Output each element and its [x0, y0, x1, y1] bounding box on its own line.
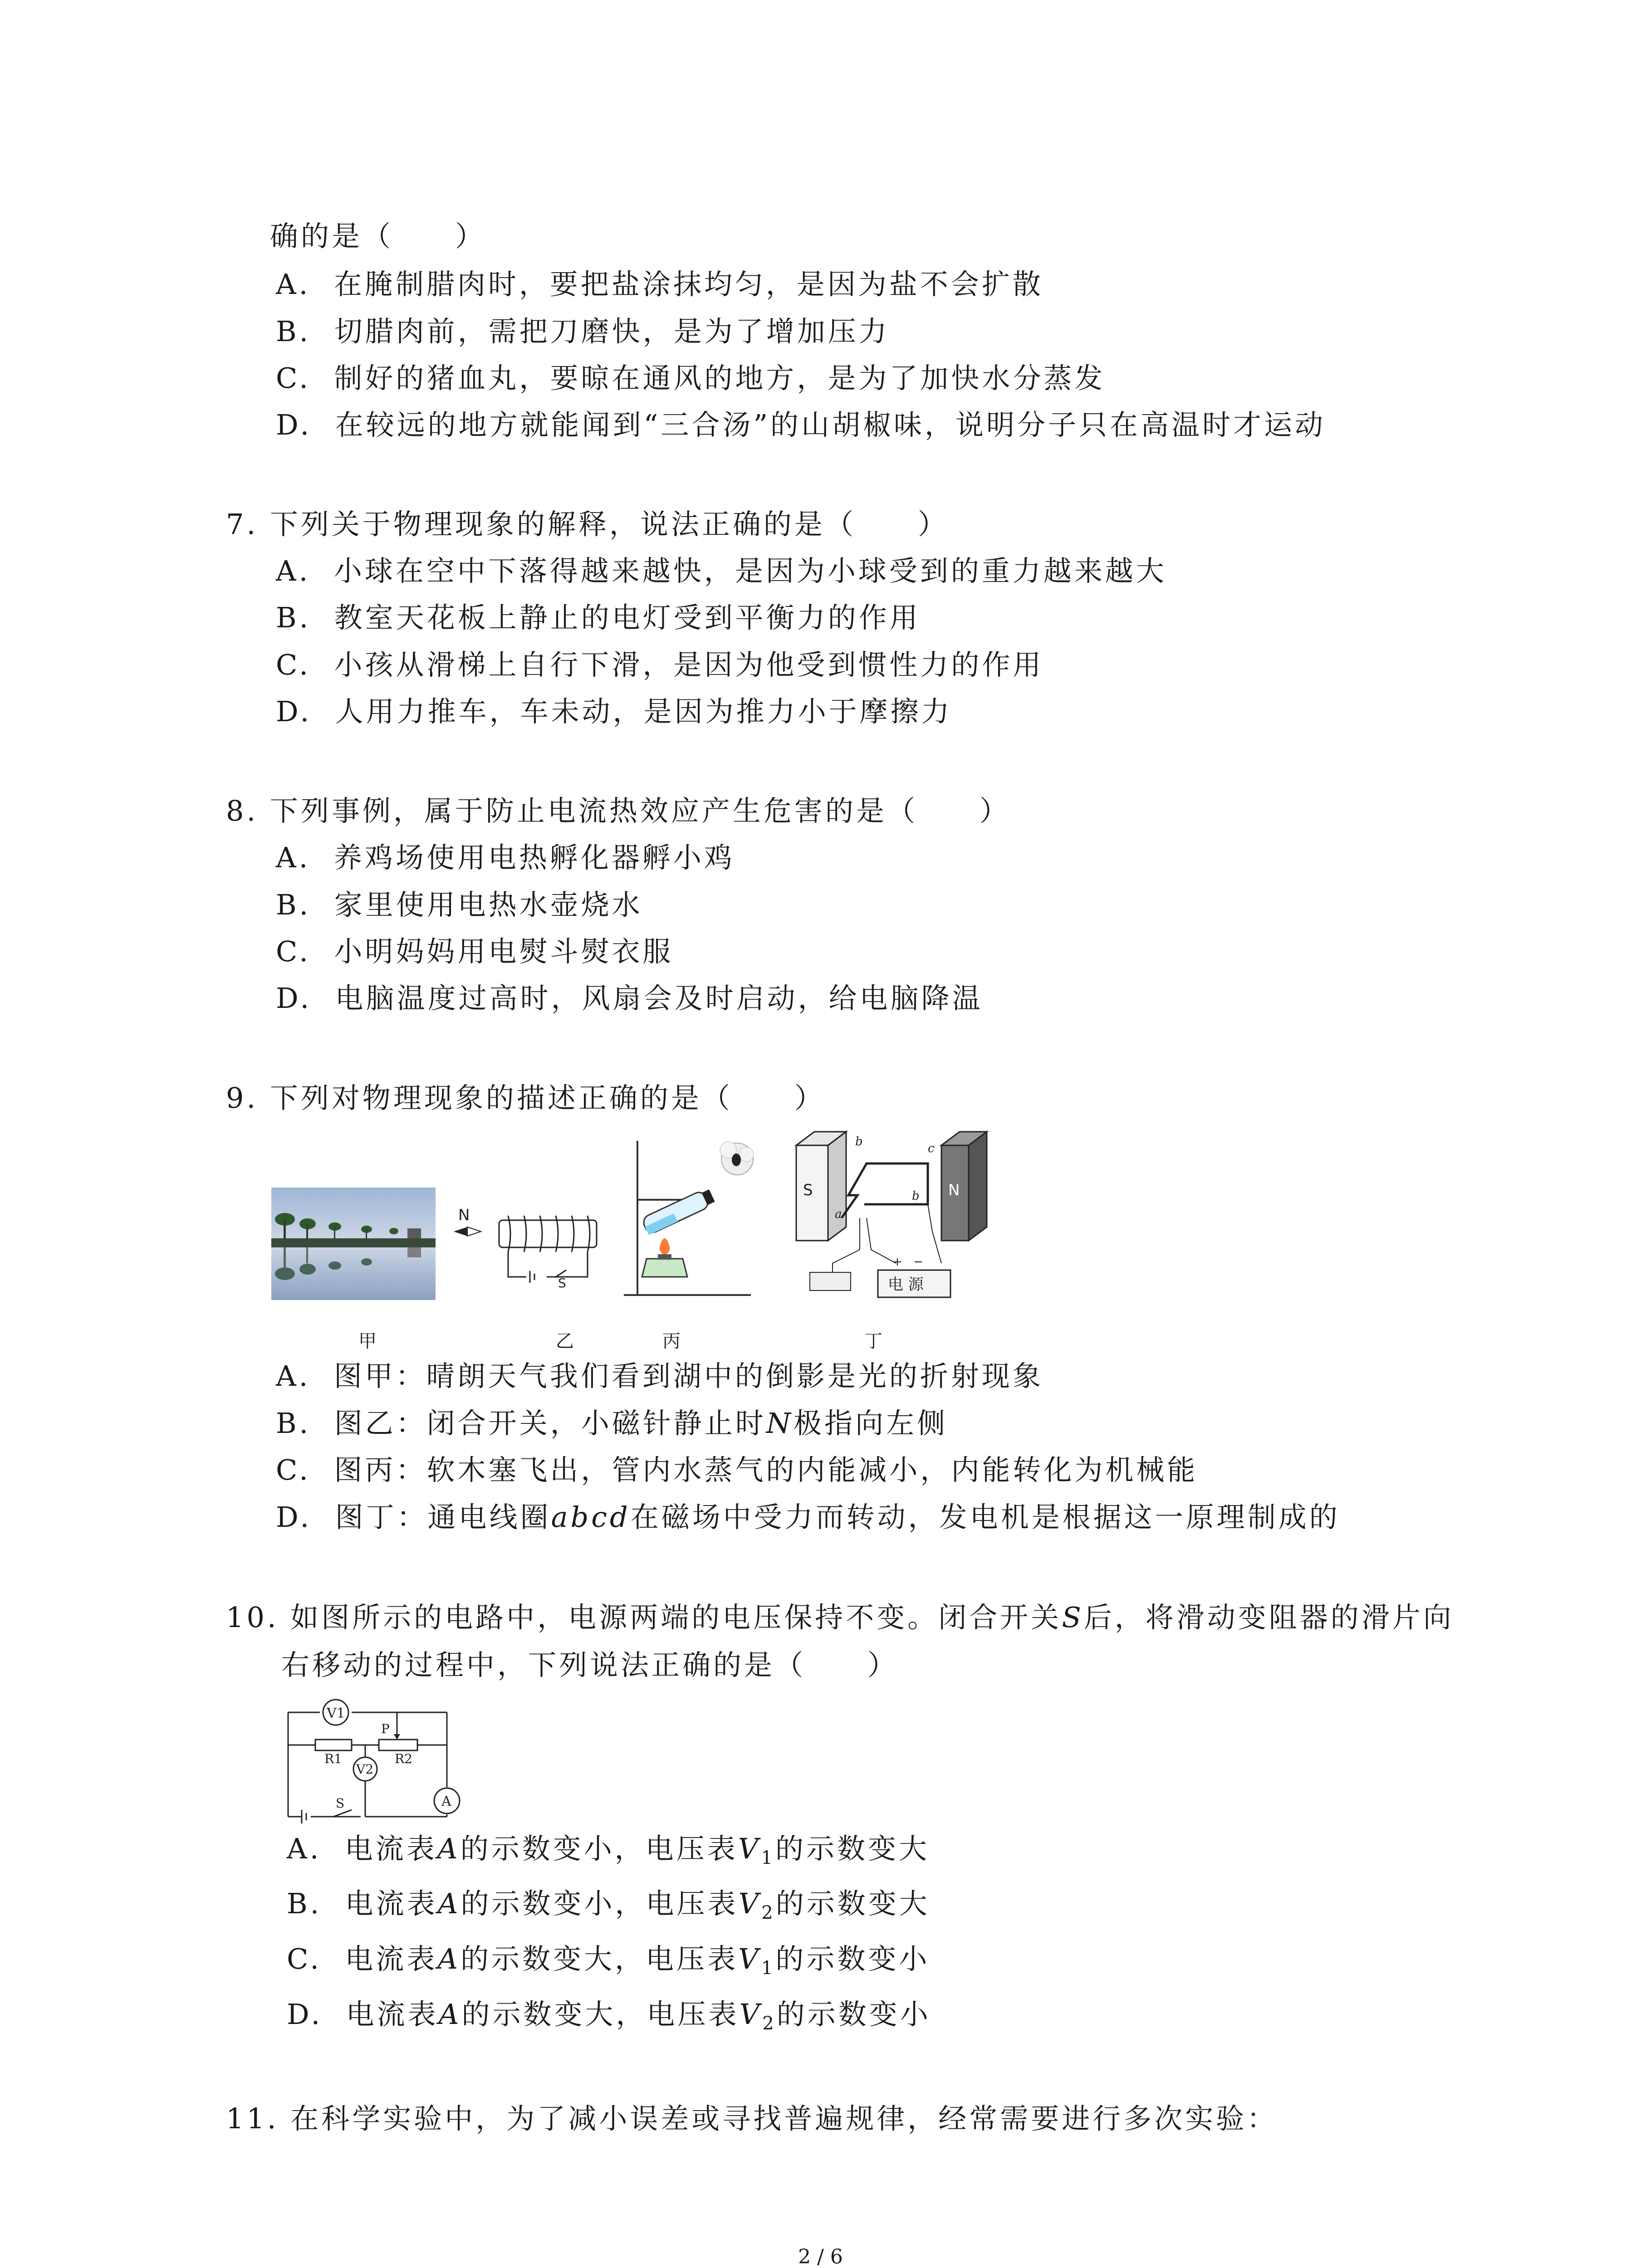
svg-text:c: c	[928, 1142, 935, 1155]
svg-text:P: P	[381, 1721, 390, 1736]
q10-stem-line1: 10. 如图所示的电路中，电源两端的电压保持不变。闭合开关S后，将滑动变阻器的滑片向	[226, 1601, 1454, 1634]
figure-q10-circuit	[284, 1694, 497, 1826]
figure-yi-label-s: S	[558, 1276, 566, 1288]
q9-option-c: C. 图丙：软木塞飞出，管内水蒸气的内能减小，内能转化为机械能	[276, 1453, 1198, 1486]
figure-ding-power-label: 电 源	[888, 1276, 924, 1294]
q10-option-a: A. 电流表A的示数变小，电压表$V_1$的示数变大	[287, 1832, 930, 1868]
q8-option-d: D. 电脑温度过高时，风扇会及时启动，给电脑降温	[276, 982, 983, 1015]
svg-text:−: −	[913, 1255, 923, 1269]
q7-option-a: A. 小球在空中下落得越来越快，是因为小球受到的重力越来越大	[276, 554, 1167, 587]
svg-text:R2: R2	[395, 1751, 412, 1766]
q9-option-a: A. 图甲：晴朗天气我们看到湖中的倒影是光的折射现象	[276, 1359, 1043, 1393]
q6-option-d: D. 在较远的地方就能闻到“三合汤”的山胡椒味，说明分子只在高温时才运动	[276, 408, 1326, 441]
figure-jia-lake-photo	[271, 1188, 436, 1300]
figure-ding-s-pole: S	[803, 1181, 813, 1199]
svg-text:b: b	[912, 1189, 920, 1203]
q6-option-c: C. 制好的猪血丸，要晾在通风的地方，是为了加快水分蒸发	[276, 362, 1106, 395]
svg-text:b: b	[855, 1135, 863, 1149]
q8-option-c: C. 小明妈妈用电熨斗熨衣服	[276, 935, 674, 968]
q6-stem-tail: 确的是（ ）	[270, 220, 486, 253]
q7-option-c: C. 小孩从滑梯上自行下滑，是因为他受到惯性力的作用	[276, 648, 1044, 681]
q6-option-b: B. 切腊肉前，需把刀磨快，是为了增加压力	[276, 315, 890, 348]
figure-yi-label-n: N	[458, 1206, 470, 1224]
q9-option-d: D. 图丁：通电线圈abcd在磁场中受力而转动，发电机是根据这一原理制成的	[276, 1501, 1340, 1534]
q8-option-a: A. 养鸡场使用电热孵化器孵小鸡	[276, 841, 735, 874]
q8-option-b: B. 家里使用电热水壶烧水	[276, 888, 643, 921]
figure-ding-n-pole: N	[948, 1181, 960, 1199]
svg-text:A: A	[441, 1794, 451, 1809]
page-number: 2 / 6	[798, 2245, 843, 2268]
q7-option-d: D. 人用力推车，车未动，是因为推力小于摩擦力	[276, 695, 952, 728]
figure-yi-solenoid	[449, 1198, 603, 1288]
q8-stem: 8. 下列事例，属于防止电流热效应产生危害的是（ ）	[226, 794, 1010, 827]
figure-ding-motor	[792, 1127, 991, 1306]
q9-option-b: B. 图乙：闭合开关，小磁针静止时N极指向左侧	[276, 1407, 948, 1440]
figure-bing-test-tube	[615, 1123, 760, 1304]
q10-option-d: D. 电流表A的示数变大，电压表$V_2$的示数变小	[287, 1998, 931, 2034]
q6-option-a: A. 在腌制腊肉时，要把盐涂抹均匀，是因为盐不会扩散	[276, 268, 1043, 301]
caption-yi: 乙	[556, 1331, 574, 1352]
q10-stem-line2: 右移动的过程中，下列说法正确的是（ ）	[281, 1648, 899, 1681]
q10-option-c: C. 电流表A的示数变大，电压表$V_1$的示数变小	[287, 1942, 930, 1979]
svg-text:+: +	[892, 1255, 902, 1269]
svg-text:V1: V1	[327, 1706, 345, 1721]
svg-text:S: S	[336, 1796, 345, 1811]
q11-stem: 11. 在科学实验中，为了减小误差或寻找普遍规律，经常需要进行多次实验：	[226, 2102, 1278, 2135]
caption-ding: 丁	[864, 1331, 882, 1352]
q7-option-b: B. 教室天花板上静止的电灯受到平衡力的作用	[276, 601, 921, 634]
svg-text:R1: R1	[324, 1751, 342, 1766]
svg-text:a: a	[835, 1207, 842, 1221]
caption-jia: 甲	[358, 1331, 377, 1352]
q9-stem: 9. 下列对物理现象的描述正确的是（ ）	[226, 1081, 825, 1114]
svg-text:V2: V2	[356, 1762, 374, 1777]
q7-stem: 7. 下列关于物理现象的解释，说法正确的是（ ）	[226, 508, 949, 541]
caption-bing: 丙	[662, 1331, 681, 1352]
q10-option-b: B. 电流表A的示数变小，电压表$V_2$的示数变大	[287, 1887, 930, 1923]
